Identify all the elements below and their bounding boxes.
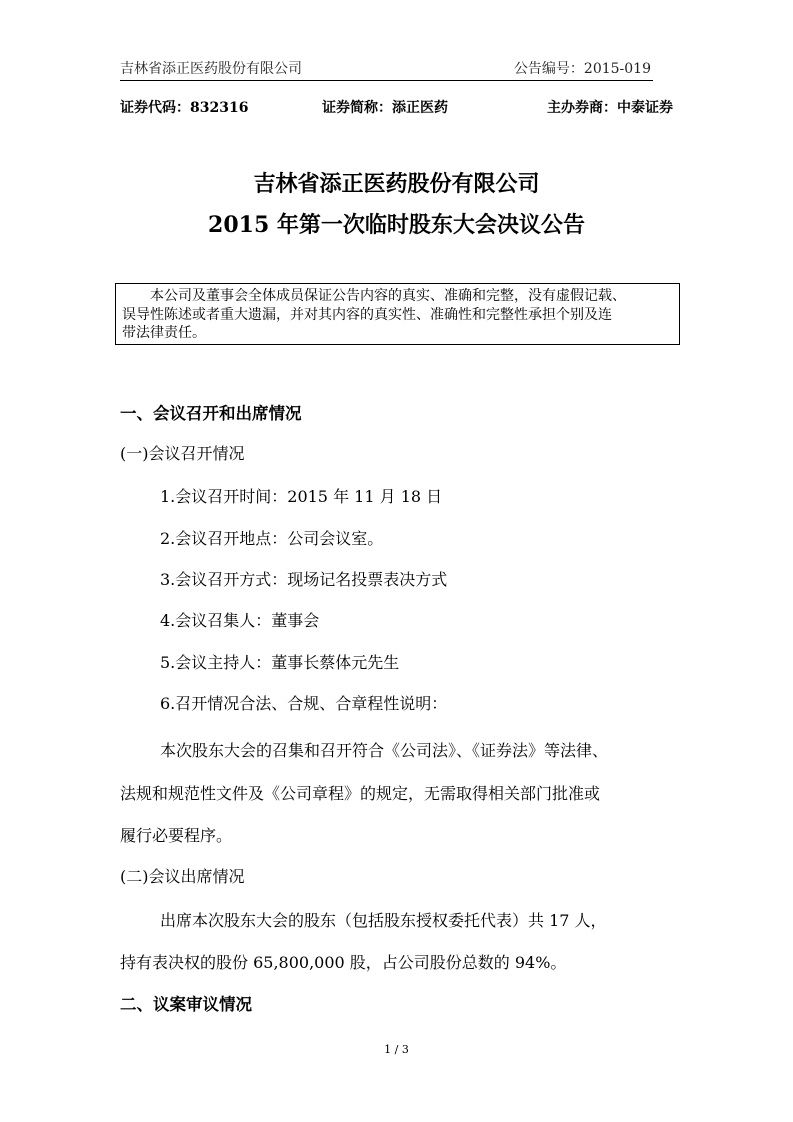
section1-sub2: (二)会议出席情况: [120, 867, 245, 886]
attendance-paragraph-line: 持有表决权的股份 65,800,000 股，占公司股份总数的 94%。: [120, 953, 567, 972]
meeting-item: 2.会议召开地点：公司会议室。: [160, 529, 384, 548]
page-header: [120, 58, 653, 81]
section1-sub1: (一)会议召开情况: [120, 444, 245, 463]
securities-abbr: 证券简称：添正医药: [322, 100, 448, 116]
securities-broker: 主办券商：中泰证券: [547, 100, 673, 116]
attendance-paragraph-line: 出席本次股东大会的股东（包括股东授权委托代表）共 17 人，: [160, 911, 607, 930]
doc-title-line2: 2015 年第一次临时股东大会决议公告: [208, 212, 585, 238]
legality-paragraph-line: 法规和规范性文件及《公司章程》的规定，无需取得相关部门批准或: [120, 784, 601, 803]
securities-info: [120, 97, 673, 119]
header-announcement-number: 公告编号：2015-019: [513, 61, 651, 77]
meeting-item: 5.会议主持人：董事长蔡体元先生: [160, 653, 400, 672]
doc-title-line1: 吉林省添正医药股份有限公司: [253, 171, 540, 197]
meeting-item: 1.会议召开时间：2015 年 11 月 18 日: [160, 487, 443, 506]
meeting-item: 3.会议召开方式：现场记名投票表决方式: [160, 570, 448, 589]
disclaimer-line: 误导性陈述或者重大遗漏，并对其内容的真实性、准确性和完整性承担个别及连: [122, 306, 612, 323]
securities-code: 证券代码：832316: [120, 100, 249, 116]
disclaimer-box: [115, 283, 680, 345]
meeting-item: 4.会议召集人：董事会: [160, 611, 320, 630]
page-number: 1 / 3: [384, 1043, 409, 1056]
section2-heading: 二、议案审议情况: [120, 995, 252, 1014]
disclaimer-line: 带法律责任。: [122, 325, 206, 341]
disclaimer-line: 本公司及董事会全体成员保证公告内容的真实、准确和完整，没有虚假记载、: [122, 288, 626, 304]
legality-paragraph-line: 履行必要程序。: [120, 826, 233, 845]
header-company: 吉林省添正医药股份有限公司: [120, 61, 302, 77]
legality-paragraph-line: 本次股东大会的召集和召开符合《公司法》、《证券法》等法律、: [160, 741, 609, 760]
section1-heading: 一、会议召开和出席情况: [120, 404, 302, 423]
meeting-item: 6.召开情况合法、合规、合章程性说明：: [160, 694, 448, 713]
